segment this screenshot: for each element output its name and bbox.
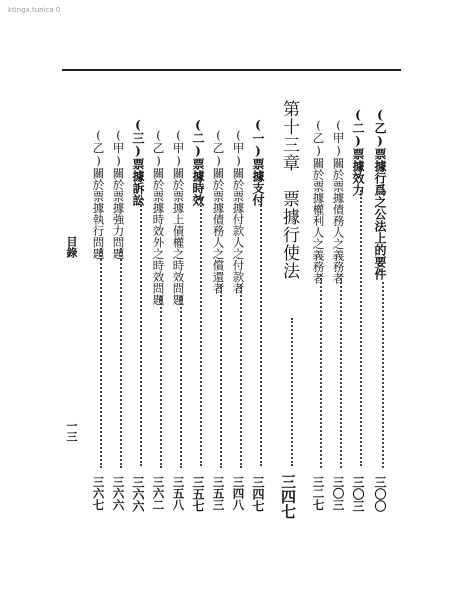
toc-entry	[152, 128, 170, 520]
chapter-page: 三四七	[279, 474, 297, 519]
watermark-text: ktingx.tunica 0	[8, 6, 61, 14]
toc-entry-page: 三六六	[111, 476, 126, 511]
toc-entry-label: (甲)關於票據債務人之義務者	[331, 118, 346, 284]
toc-entry	[132, 118, 150, 520]
toc-entry	[312, 118, 330, 520]
toc-entry-label: (甲)關於票據付款人之付款者	[231, 128, 246, 294]
toc-entry-label: (甲)關於票據上債權之時效問題	[171, 128, 186, 306]
page-number: 一三	[65, 420, 78, 442]
toc-entry-label: (二)票據效力	[351, 108, 365, 196]
running-header: 目錄	[65, 236, 78, 258]
toc-entry	[172, 128, 190, 520]
dot-leader	[100, 248, 102, 468]
dot-leader	[160, 296, 162, 468]
toc-entry-label: (一)票據支付	[251, 118, 265, 206]
toc-entry-page: 三〇〇	[373, 476, 387, 512]
dot-leader	[291, 318, 293, 466]
toc-entry-page: 三四八	[231, 476, 246, 511]
toc-entry-page: 三六二	[151, 476, 166, 511]
toc-entry-label: (三)票據訴訟	[131, 118, 145, 206]
toc-entry	[112, 128, 130, 520]
dot-leader	[180, 296, 182, 468]
toc-entry-label: (乙)關於票據債務人之償還者	[211, 128, 226, 294]
toc-entry-page: 三〇三	[351, 476, 365, 512]
chapter-title: 第十三章 票據行使法	[279, 100, 299, 280]
toc-entry	[232, 128, 250, 520]
toc-entry	[252, 118, 270, 520]
toc-entry-label: (乙)票據行爲之公法上的要件	[373, 108, 387, 280]
dot-leader	[240, 284, 242, 468]
toc-entry-page: 三六六	[131, 476, 145, 512]
dot-leader	[320, 274, 322, 468]
toc-entry	[92, 128, 110, 520]
toc-entry	[212, 128, 230, 520]
dot-leader	[120, 248, 122, 468]
toc-entry	[192, 118, 210, 520]
dot-leader	[140, 198, 142, 466]
dot-leader	[360, 190, 362, 466]
chapter-heading	[280, 100, 304, 520]
toc-entry-label: (乙)關於票據時效外之時效問題	[151, 128, 166, 306]
toc-entry	[332, 118, 350, 520]
toc-entry-page: 三五七	[191, 476, 205, 512]
toc-entry-page: 三五八	[171, 476, 186, 511]
toc-entry	[352, 108, 370, 520]
dot-leader	[340, 274, 342, 468]
dot-leader	[260, 198, 262, 466]
toc-entry-page: 三二七	[311, 476, 326, 511]
toc-entry-page: 三六七	[91, 476, 106, 511]
toc-entry-page: 三五三	[211, 476, 226, 511]
toc-entry-label: (乙)關於票據執行問題	[91, 128, 106, 260]
toc-entry-label: (二)票據時效	[191, 118, 205, 206]
dot-leader	[220, 284, 222, 468]
toc-entry-label: (乙)關於票據權利人之義務者	[311, 118, 326, 284]
toc-entry-page: 三〇三	[331, 476, 346, 511]
dot-leader	[382, 282, 384, 468]
toc-entry-label: (甲)關於票據強力問題	[111, 128, 126, 260]
dot-leader	[200, 198, 202, 466]
header-rule	[62, 69, 401, 71]
toc-entry-page: 三四七	[251, 476, 265, 512]
toc-entry	[374, 108, 392, 520]
